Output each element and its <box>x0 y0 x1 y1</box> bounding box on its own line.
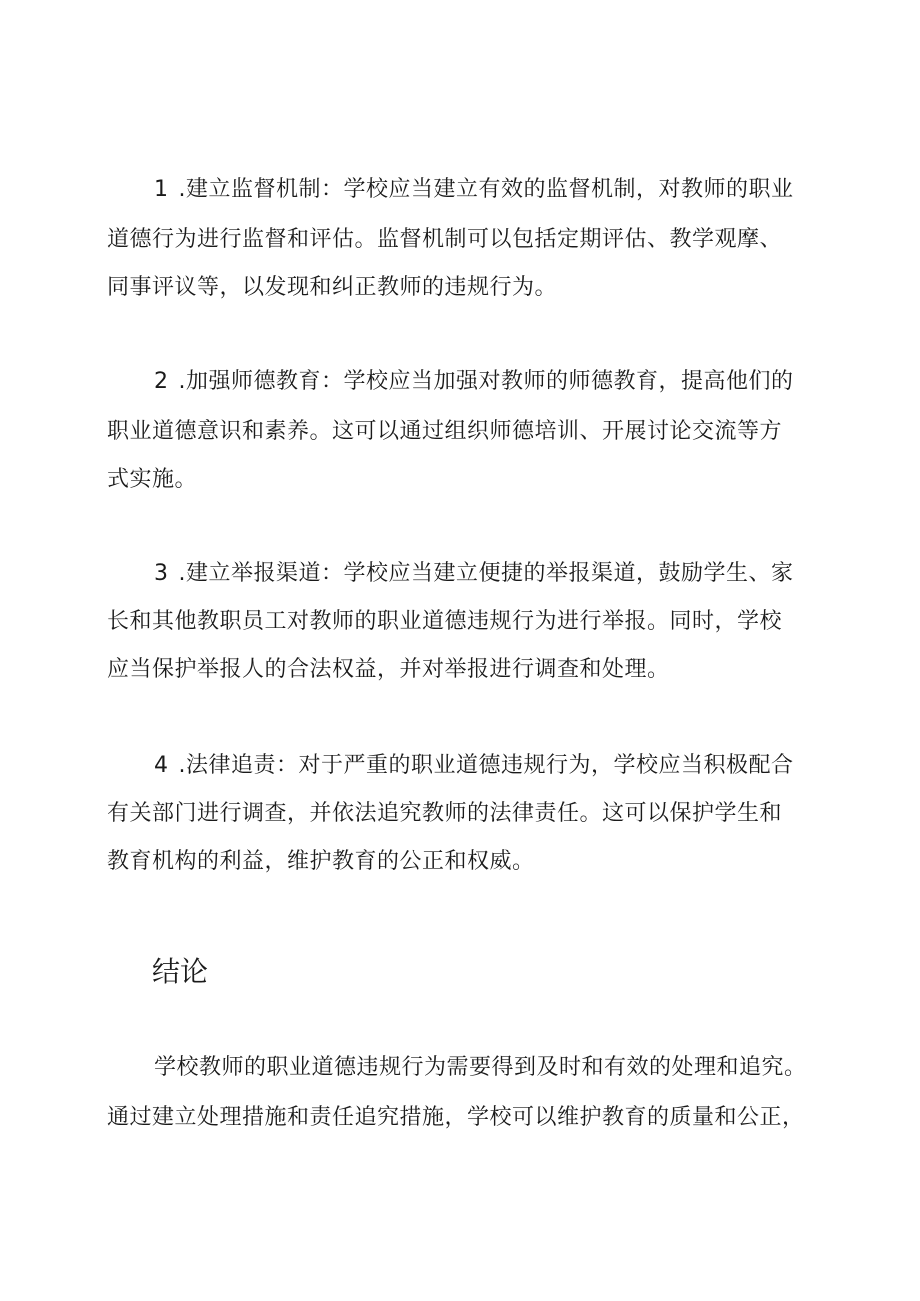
item-3-text-1: .建立举报渠道：学校应当建立便捷的举报渠道，鼓励学生、家 <box>178 561 794 586</box>
item-4-line-1 <box>154 751 794 781</box>
item-3-line-1 <box>154 559 794 589</box>
item-2-number: 2 <box>154 369 169 394</box>
item-3-line-3: 应当保护举报人的合法权益，并对举报进行调查和处理。 <box>107 657 670 682</box>
item-2-line-1 <box>154 367 794 397</box>
item-4-line-2: 有关部门进行调查，并依法追究教师的法律责任。这可以保护学生和 <box>107 801 783 826</box>
item-2-line-3: 式实施。 <box>107 467 198 492</box>
item-1-line-2: 道德行为进行监督和评估。监督机制可以包括定期评估、教学观摩、 <box>107 227 783 252</box>
item-1-line-1 <box>154 175 794 205</box>
item-3-line-2: 长和其他教职员工对教师的职业道德违规行为进行举报。同时，学校 <box>107 609 783 634</box>
item-2-line-2: 职业道德意识和素养。这可以通过组织师德培训、开展讨论交流等方 <box>107 419 783 444</box>
item-4-text-1: .法律追责：对于严重的职业道德违规行为，学校应当积极配合 <box>178 753 794 778</box>
item-2-text-1: .加强师德教育：学校应当加强对教师的师德教育，提高他们的 <box>178 369 794 394</box>
conclusion-line-1: 学校教师的职业道德违规行为需要得到及时和有效的处理和追究。 <box>154 1055 807 1080</box>
conclusion-line-2: 通过建立处理措施和责任追究措施，学校可以维护教育的质量和公正， <box>107 1105 805 1130</box>
conclusion-heading: 结论 <box>152 955 209 988</box>
item-1-text-1: .建立监督机制：学校应当建立有效的监督机制，对教师的职业 <box>178 177 794 202</box>
item-1-number: 1 <box>154 177 169 202</box>
item-1-line-3: 同事评议等，以发现和纠正教师的违规行为。 <box>107 275 558 300</box>
item-3-number: 3 <box>154 561 169 586</box>
item-4-line-3: 教育机构的利益，维护教育的公正和权威。 <box>107 849 535 874</box>
item-4-number: 4 <box>154 753 169 778</box>
